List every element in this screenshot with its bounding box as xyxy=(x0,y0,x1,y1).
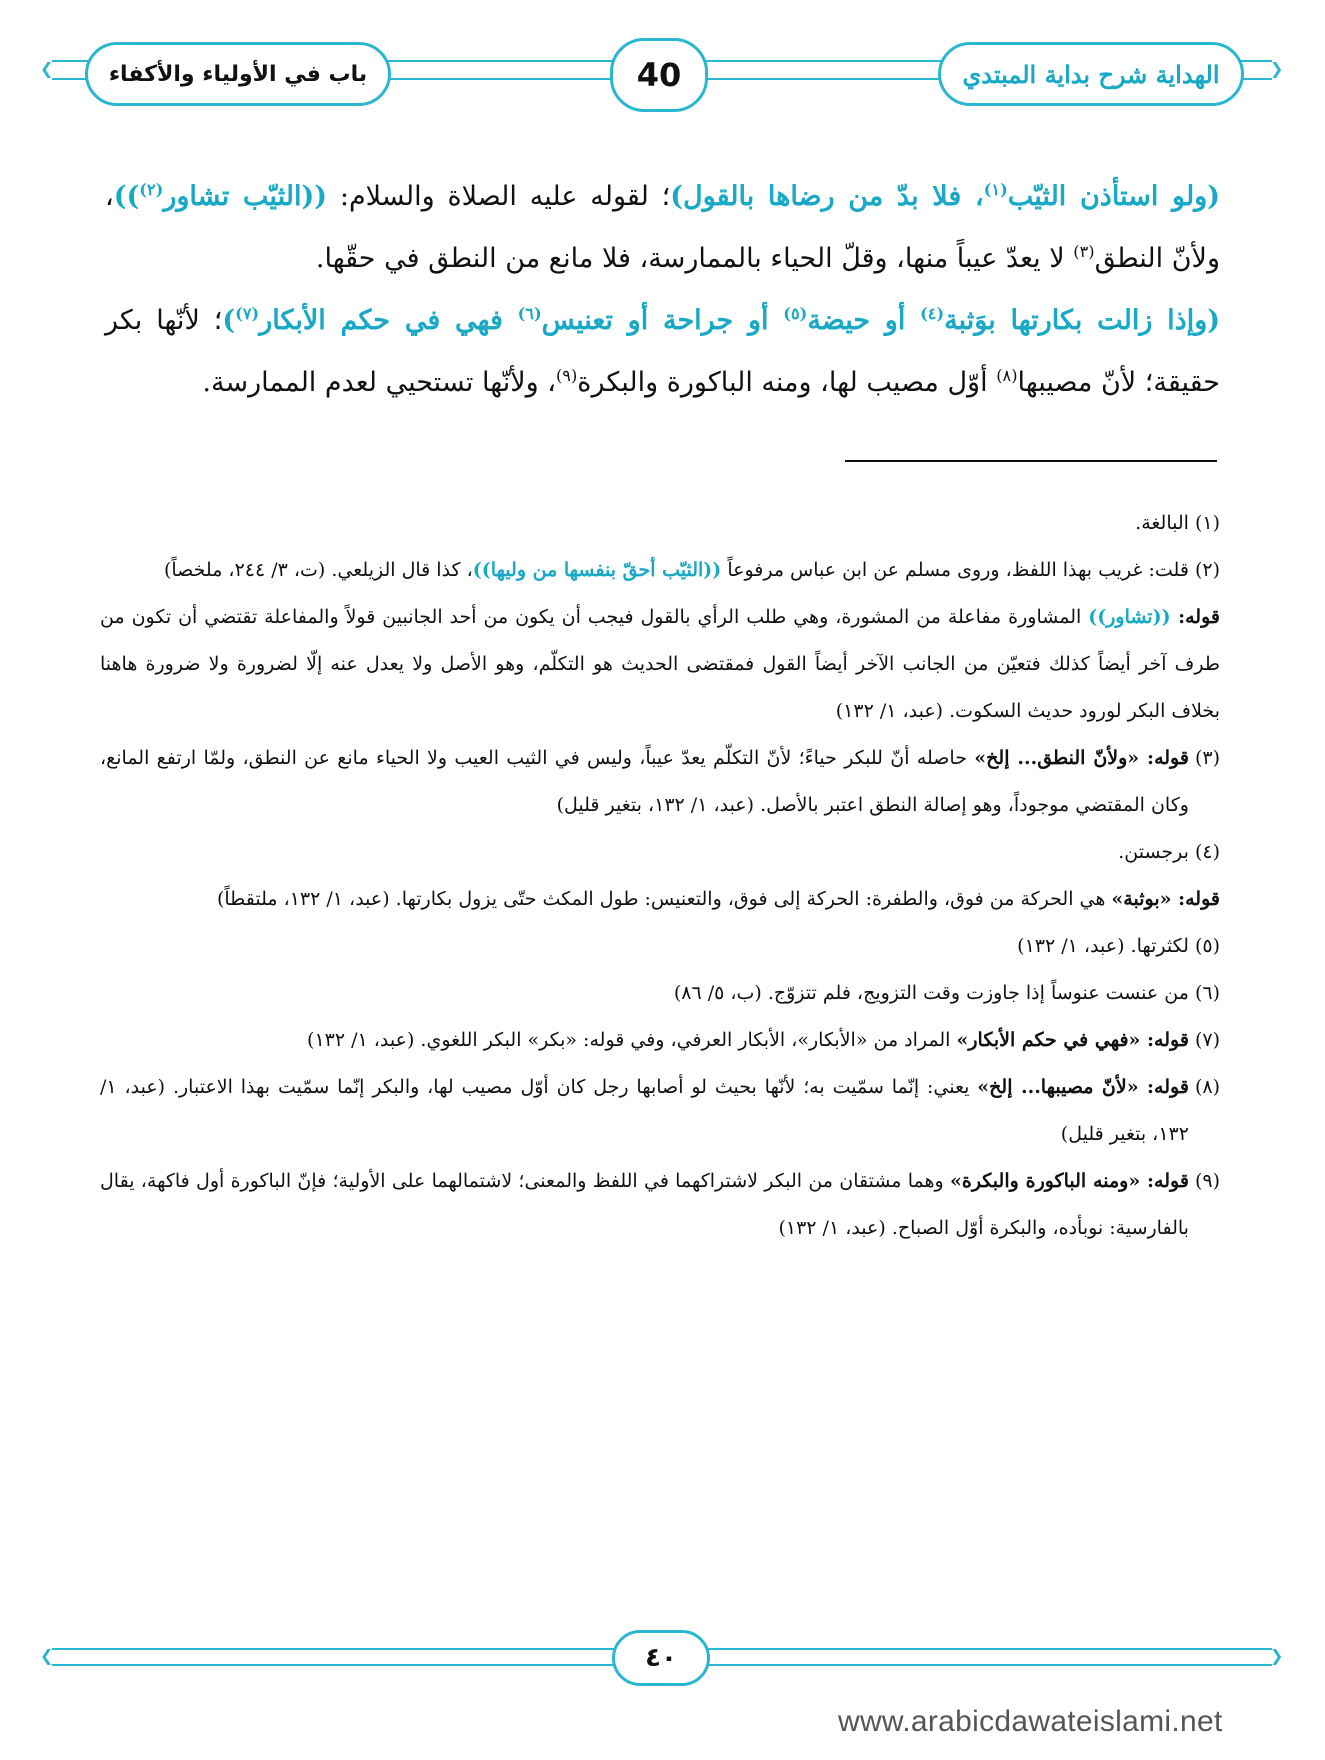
hadith-quote: ((تشاور)) xyxy=(1088,606,1171,628)
footnote-ref[interactable]: (٧) xyxy=(235,304,260,323)
hadith-quote: ((الثيّب أحقّ بنفسها من وليها)) xyxy=(472,559,722,581)
qawluh-label: قوله: «لأنّ مصيبها... إلخ» xyxy=(977,1076,1189,1098)
footnote-5 xyxy=(100,923,1220,970)
footnote-ref[interactable]: (٩) xyxy=(555,366,578,385)
footnote-number: (١) xyxy=(1194,512,1220,534)
footnote-text xyxy=(100,876,1220,923)
website-url[interactable]: www.arabicdawateislami.net xyxy=(838,1705,1223,1738)
footnote-text-part: حاصله أنّ للبكر حياءً؛ لأنّ التكلّم يعدّ عيباً، وليس في الثيب العيب ولا الحياء مانع عن النطق، ولمّا ارتفع المانع، وكان المقتضي موجوداً، وهو إصالة النطق اعتبر بالأصل. (عبد، ١/ ١٣٢، بتغير قليل) xyxy=(100,747,1189,816)
sharh-text: أوّل مصيب لها، ومنه الباكورة والبكرة xyxy=(577,367,997,398)
ornament-left-icon: ❮ xyxy=(40,59,54,78)
footnote-number: (٦) xyxy=(1194,982,1220,1004)
matn-quote: أو جراحة أو تعنيس xyxy=(541,305,784,336)
footnote-text-part: المراد من «الأبكار»، الأبكار العرفي، وفي قوله: «بكر» البكر اللغوي. (عبد، ١/ ١٣٢) xyxy=(307,1029,957,1051)
footnote-text-part: ، كذا قال الزيلعي. (ت، ٣/ ٢٤٤، ملخصاً) xyxy=(163,559,473,581)
book-title-box xyxy=(938,42,1244,106)
chapter-title-box xyxy=(85,42,391,106)
ornament-right-icon: ❯ xyxy=(1270,59,1284,78)
footnote-text-part: وهما مشتقان من البكر لاشتراكهما في اللفظ والمعنى؛ لاشتمالهما على الأولية؛ فإنّ الباكورة أول فاكهة، يقال بالفارسية: نوبأده، والبكرة أوّل الصباح. (عبد، ١/ ١٣٢) xyxy=(100,1170,1189,1239)
qawluh-label: قوله: «ولأنّ النطق... إلخ» xyxy=(974,747,1189,769)
matn-quote: ، فلا بدّ من رضاها بالقول) xyxy=(670,181,984,212)
main-paragraph-2 xyxy=(105,290,1220,414)
footnote-9 xyxy=(100,1158,1220,1252)
main-paragraph-1 xyxy=(105,166,1220,290)
hadith-quote: )) xyxy=(113,181,140,212)
footnote-2 xyxy=(100,547,1220,594)
book-title: الهداية شرح بداية المبتدي xyxy=(962,59,1220,89)
ornament-right-icon: ❯ xyxy=(1270,1646,1284,1665)
footnote-text-part: هي الحركة من فوق، والطفرة: الحركة إلى فوق، والتعنيس: طول المكث حتّى يزول بكارتها. (عبد، ١/ ١٣٢، ملتقطاً) xyxy=(216,888,1112,910)
footnote-text xyxy=(100,1064,1189,1158)
footnote-text xyxy=(100,735,1189,829)
chapter-title: باب في الأولياء والأكفاء xyxy=(108,61,368,87)
footnote-text: البالغة. xyxy=(1135,512,1189,534)
ornament-left-icon: ❮ xyxy=(40,1646,54,1665)
qawluh-label: قوله: xyxy=(1170,606,1220,628)
footnote-ref[interactable]: (٢) xyxy=(139,180,164,199)
footnote-text-part: المشاورة مفاعلة من المشورة، وهي طلب الرأي بالقول فيجب أن يكون من أحد الجانبين قولاً والمفاعلة تقتضي أن تكون من طرف آخر أيضاً كذلك فتعيّن من الجانب الآخر أيضاً القول فمقتضى الحديث هو التكلّم، وهو الأصل ولا يعدل عنه إلّا لضرورة ولا ضرورة هاهنا بخلاف البكر لورود حديث السكوت. (عبد، ١/ ١٣٢) xyxy=(100,606,1220,722)
sharh-text: لا يعدّ عيباً منها، وقلّ الحياء بالممارسة، فلا مانع من النطق في حقّها. xyxy=(315,243,1074,274)
footnote-number: (٧) xyxy=(1194,1029,1220,1051)
qawluh-label: قوله: «فهي في حكم الأبكار» xyxy=(956,1029,1189,1051)
footnote-text: برجستن. xyxy=(1118,841,1189,863)
footnote-ref[interactable]: (٨) xyxy=(996,366,1018,385)
sharh-text: ، ولأنّ النطق xyxy=(105,181,1220,274)
matn-quote: فهي في حكم الأبكار xyxy=(259,305,518,336)
footnote-text xyxy=(100,1158,1189,1252)
matn-quote: (ولو استأذن الثيّب xyxy=(1007,181,1220,212)
matn-quote: ) xyxy=(222,305,236,336)
footnote-text: من عنست عنوساً إذا جاوزت وقت التزويج، فلم تتزوّج. (ب، ٥/ ٨٦) xyxy=(673,982,1189,1004)
commentary-wathba xyxy=(100,876,1220,923)
footnote-ref[interactable]: (٥) xyxy=(783,304,808,323)
sharh-text: ، ولأنّها تستحيي لعدم الممارسة. xyxy=(202,367,556,398)
footnote-ref[interactable]: (٦) xyxy=(517,304,542,323)
footnote-separator xyxy=(845,460,1217,462)
footnote-number: (٥) xyxy=(1194,935,1220,957)
footnote-3 xyxy=(100,735,1220,829)
footnote-ref[interactable]: (٤) xyxy=(920,304,945,323)
footnote-text: لكثرتها. (عبد، ١/ ١٣٢) xyxy=(1017,935,1189,957)
matn-quote: (وإذا زالت بكارتها بوَثبة xyxy=(944,305,1221,336)
footnote-number: (٣) xyxy=(1194,747,1220,769)
main-text xyxy=(105,166,1220,414)
footnote-8 xyxy=(100,1064,1220,1158)
footer-page-number-box xyxy=(612,1630,710,1686)
hadith-quote: ((الثيّب تشاور xyxy=(163,181,327,212)
footnote-4 xyxy=(100,829,1220,876)
commentary-tashawur xyxy=(100,594,1220,735)
matn-quote: أو حيضة xyxy=(807,305,921,336)
footnote-number: (٤) xyxy=(1194,841,1220,863)
qawluh-label: قوله: «بوثبة» xyxy=(1111,888,1220,910)
page-number-box xyxy=(610,38,708,112)
footnote-ref[interactable]: (٣) xyxy=(1073,242,1095,261)
footnote-text-part: يعني: إنّما سمّيت به؛ لأنّها بحيث لو أصابها رجل كان أوّل مصيب لها، والبكر إنّما سمّيت بهذا الاعتبار. (عبد، ١/ ١٣٢، بتغير قليل) xyxy=(100,1076,1189,1145)
sharh-text: ؛ لقوله عليه الصلاة والسلام: xyxy=(327,181,671,212)
footer-page-number: ٤٠ xyxy=(645,1643,677,1673)
footnote-text-part: قلت: غريب بهذا اللفظ، وروى مسلم عن ابن عباس مرفوعاً xyxy=(721,559,1189,581)
footnote-number: (٢) xyxy=(1194,559,1220,581)
qawluh-label: قوله: «ومنه الباكورة والبكرة» xyxy=(949,1170,1189,1192)
sharh-text: ؛ لأنّها بكر حقيقة؛ لأنّ مصيبها xyxy=(105,305,1220,398)
footnotes xyxy=(100,500,1220,1252)
footnote-7 xyxy=(100,1017,1220,1064)
footnote-number: (٩) xyxy=(1194,1170,1220,1192)
footnote-ref[interactable]: (١) xyxy=(983,180,1008,199)
footnote-6 xyxy=(100,970,1220,1017)
footnote-text xyxy=(100,1017,1189,1064)
footnote-number: (٨) xyxy=(1194,1076,1220,1098)
footnote-text xyxy=(100,594,1220,735)
footnote-1 xyxy=(100,500,1220,547)
page-number: 40 xyxy=(636,56,682,94)
footnote-text xyxy=(100,547,1189,594)
